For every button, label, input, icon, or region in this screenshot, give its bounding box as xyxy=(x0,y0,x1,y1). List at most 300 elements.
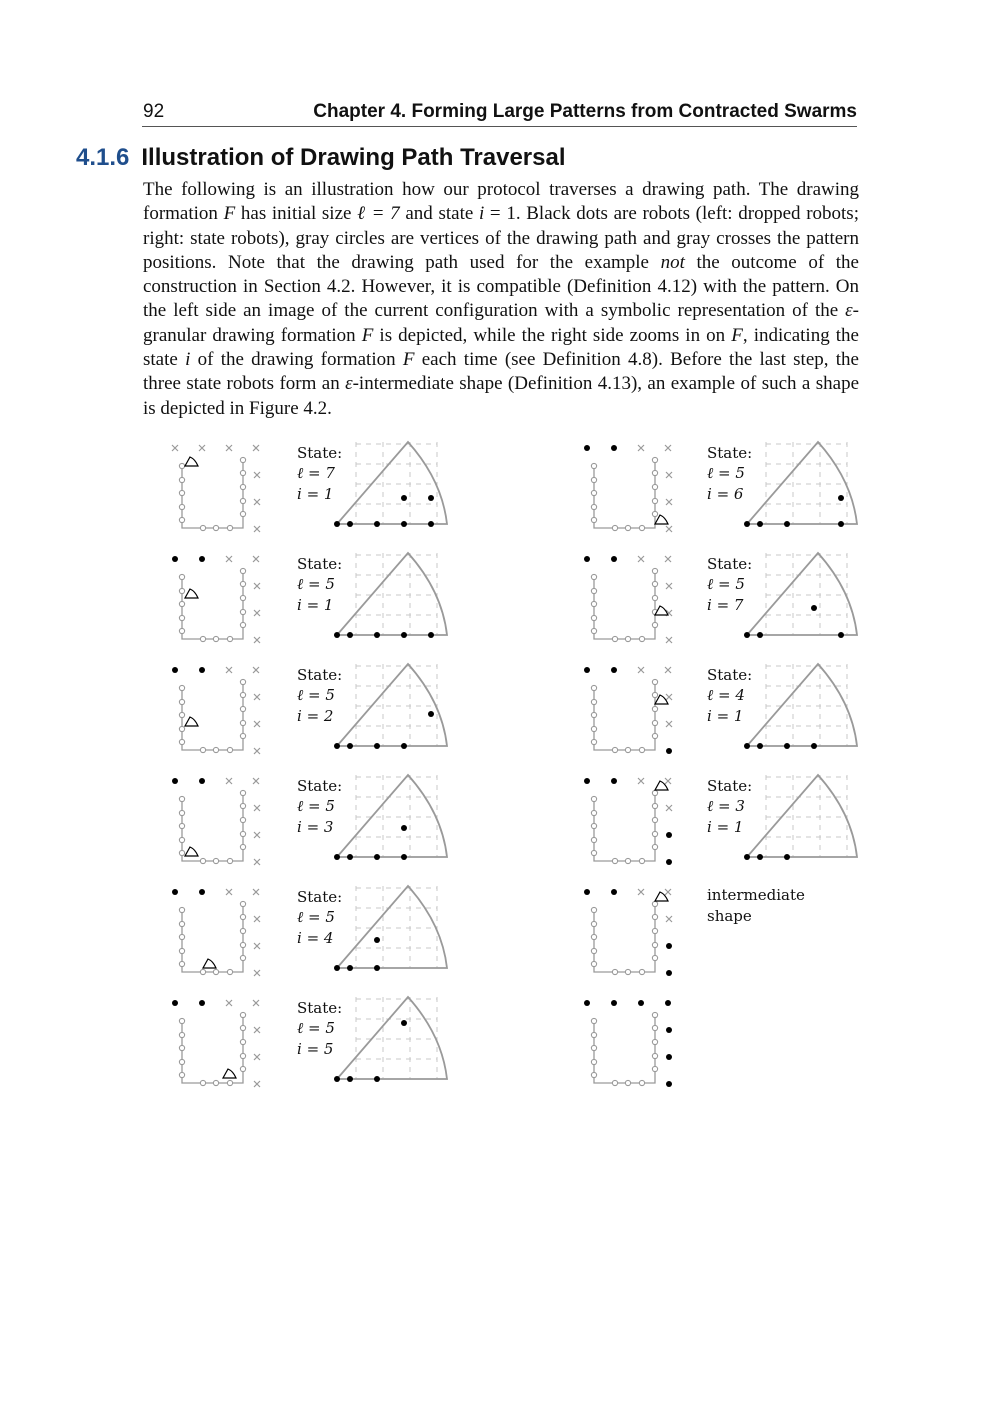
state-index-label: i = 1 xyxy=(297,596,334,614)
pattern-position-cross xyxy=(638,445,644,451)
zoomed-formation xyxy=(297,553,447,638)
pattern-position-cross xyxy=(666,583,672,589)
path-vertex-circle xyxy=(652,1053,657,1058)
path-vertex-circle xyxy=(240,1053,245,1058)
robot-dot xyxy=(334,854,340,860)
robot-dot xyxy=(199,778,205,784)
robot-dot xyxy=(744,632,750,638)
pattern-position-cross xyxy=(666,610,672,616)
path-vertex-circle xyxy=(179,796,184,801)
robot-dot xyxy=(334,965,340,971)
path-vertex-circle xyxy=(240,914,245,919)
path-vertex-circle xyxy=(213,636,218,641)
path-vertex-circle xyxy=(227,636,232,641)
path-vertex-circle xyxy=(591,823,596,828)
robot-dot xyxy=(334,521,340,527)
path-vertex-circle xyxy=(591,615,596,620)
path-vertex-circle xyxy=(240,622,245,627)
path-vertex-circle xyxy=(200,636,205,641)
math-F: F xyxy=(402,349,415,371)
formation-sector xyxy=(337,664,447,746)
math-F: F xyxy=(223,203,236,225)
state-index-label: i = 1 xyxy=(707,818,744,836)
path-vertex-circle xyxy=(179,726,184,731)
path-vertex-circle xyxy=(240,831,245,836)
state-index-label: i = 4 xyxy=(297,929,334,947)
path-vertex-circle xyxy=(652,733,657,738)
path-vertex-circle xyxy=(179,934,184,939)
robot-dot xyxy=(757,632,763,638)
drawing-formation-symbol xyxy=(655,606,668,615)
pattern-position-cross xyxy=(665,445,671,451)
formation-sector xyxy=(747,664,857,746)
path-vertex-circle xyxy=(625,969,630,974)
robot-dot xyxy=(611,1000,617,1006)
pattern-position-cross xyxy=(638,778,644,784)
drawing-path-line xyxy=(594,682,655,750)
pattern-position-cross xyxy=(665,778,671,784)
state-index-label: i = 6 xyxy=(707,485,744,503)
configuration-diagram xyxy=(584,778,672,865)
robot-dot xyxy=(666,1054,672,1060)
zoomed-formation xyxy=(297,664,447,749)
state-size-label: ℓ = 5 xyxy=(297,686,335,704)
intermediate-label: shape xyxy=(707,907,752,925)
state-size-label: ℓ = 5 xyxy=(297,575,335,593)
path-vertex-circle xyxy=(179,588,184,593)
robot-dot xyxy=(666,1027,672,1033)
pattern-position-cross xyxy=(254,832,260,838)
robot-dot xyxy=(784,743,790,749)
pattern-position-cross xyxy=(254,526,260,532)
robot-dot xyxy=(199,556,205,562)
robot-dot xyxy=(666,1081,672,1087)
path-vertex-circle xyxy=(240,692,245,697)
path-vertex-circle xyxy=(240,484,245,489)
drawing-formation-symbol xyxy=(655,695,668,704)
path-vertex-circle xyxy=(591,477,596,482)
path-vertex-circle xyxy=(591,961,596,966)
path-vertex-circle xyxy=(625,747,630,752)
path-vertex-circle xyxy=(240,1025,245,1030)
robot-dot xyxy=(666,859,672,865)
robot-dot xyxy=(428,632,434,638)
robot-dot xyxy=(665,1000,671,1006)
robot-dot xyxy=(744,743,750,749)
path-vertex-circle xyxy=(179,490,184,495)
path-vertex-circle xyxy=(652,498,657,503)
section-number: 4.1.6 xyxy=(76,144,130,171)
state-size-label: ℓ = 5 xyxy=(297,797,335,815)
path-vertex-circle xyxy=(213,1080,218,1085)
zoomed-formation xyxy=(297,442,447,527)
drawing-formation-symbol xyxy=(203,959,216,968)
path-vertex-circle xyxy=(179,823,184,828)
robot-dot xyxy=(784,521,790,527)
path-vertex-circle xyxy=(213,525,218,530)
pattern-position-cross xyxy=(665,667,671,673)
path-vertex-circle xyxy=(652,679,657,684)
formation-sector xyxy=(337,442,447,524)
formation-sector xyxy=(337,775,447,857)
robot-dot xyxy=(838,521,844,527)
pattern-position-cross xyxy=(226,889,232,895)
pattern-position-cross xyxy=(638,667,644,673)
robot-dot xyxy=(666,748,672,754)
math-size: ℓ = 7 xyxy=(357,203,400,225)
page-header xyxy=(142,100,857,127)
robot-dot xyxy=(334,1076,340,1082)
path-vertex-circle xyxy=(179,1018,184,1023)
robot-dot xyxy=(811,743,817,749)
zoomed-formation xyxy=(297,997,447,1082)
path-vertex-circle xyxy=(240,790,245,795)
configuration-diagram xyxy=(584,667,672,754)
state-label: State: xyxy=(297,444,343,462)
path-vertex-circle xyxy=(240,844,245,849)
path-vertex-circle xyxy=(240,928,245,933)
configuration-diagram xyxy=(172,556,260,643)
path-vertex-circle xyxy=(652,720,657,725)
path-vertex-circle xyxy=(240,1066,245,1071)
text-run: -intermediate shape (Definition 4.13), an example of such a shape is depicted in Figure 4.2. xyxy=(143,373,859,419)
robot-dot xyxy=(584,889,590,895)
pattern-position-cross xyxy=(253,1000,259,1006)
zoomed-formation xyxy=(297,886,447,971)
path-vertex-circle xyxy=(591,685,596,690)
robot-dot xyxy=(428,711,434,717)
pattern-position-cross xyxy=(666,916,672,922)
path-vertex-circle xyxy=(591,490,596,495)
state-label: State: xyxy=(297,999,343,1017)
pattern-position-cross xyxy=(254,748,260,754)
robot-dot xyxy=(584,1000,590,1006)
path-vertex-circle xyxy=(652,955,657,960)
zoomed-formation xyxy=(707,442,857,527)
pattern-position-cross xyxy=(254,1027,260,1033)
drawing-formation-symbol xyxy=(185,457,198,466)
path-vertex-circle xyxy=(639,858,644,863)
path-vertex-circle xyxy=(179,907,184,912)
robot-dot xyxy=(347,854,353,860)
path-vertex-circle xyxy=(240,679,245,684)
robot-dot xyxy=(347,965,353,971)
text-run: = 1. Black dots are robots (left: dropped robots; right: state robots), gray circles are vertices of the drawing path and gray crosses the pattern positions. Note that the drawing path used for the example xyxy=(143,203,859,273)
section-title: Illustration of Drawing Path Traversal xyxy=(141,144,566,171)
path-vertex-circle xyxy=(240,1039,245,1044)
state-index-label: i = 5 xyxy=(297,1040,334,1058)
path-vertex-circle xyxy=(240,595,245,600)
pattern-position-cross xyxy=(666,499,672,505)
path-vertex-circle xyxy=(612,525,617,530)
formation-sector xyxy=(337,886,447,968)
robot-dot xyxy=(611,445,617,451)
drawing-path-line xyxy=(594,571,655,639)
path-vertex-circle xyxy=(591,1018,596,1023)
path-vertex-circle xyxy=(652,914,657,919)
path-vertex-circle xyxy=(591,850,596,855)
robot-dot xyxy=(172,556,178,562)
path-vertex-circle xyxy=(200,1080,205,1085)
path-vertex-circle xyxy=(591,810,596,815)
path-vertex-circle xyxy=(213,969,218,974)
path-vertex-circle xyxy=(652,1039,657,1044)
path-vertex-circle xyxy=(591,921,596,926)
pattern-position-cross xyxy=(254,721,260,727)
robot-dot xyxy=(744,521,750,527)
pattern-position-cross xyxy=(254,859,260,865)
state-size-label: ℓ = 5 xyxy=(707,575,745,593)
math-epsilon: ε xyxy=(845,300,853,322)
robot-dot xyxy=(199,1000,205,1006)
pattern-position-cross xyxy=(254,694,260,700)
path-vertex-circle xyxy=(591,907,596,912)
path-vertex-circle xyxy=(240,817,245,822)
pattern-position-cross xyxy=(254,610,260,616)
pattern-position-cross xyxy=(254,805,260,811)
text-run: of the drawing formation xyxy=(190,349,403,371)
page-number: 92 xyxy=(143,101,165,122)
path-vertex-circle xyxy=(240,498,245,503)
drawing-path-line xyxy=(182,793,243,861)
robot-dot xyxy=(757,854,763,860)
state-index-label: i = 1 xyxy=(297,485,334,503)
path-vertex-circle xyxy=(652,484,657,489)
robot-dot xyxy=(784,854,790,860)
state-label: State: xyxy=(297,666,343,684)
drawing-formation-symbol xyxy=(655,515,668,524)
robot-dot xyxy=(757,743,763,749)
path-vertex-circle xyxy=(591,726,596,731)
drawing-path-line xyxy=(594,1015,655,1083)
path-vertex-circle xyxy=(227,747,232,752)
pattern-position-cross xyxy=(199,445,205,451)
path-vertex-circle xyxy=(591,796,596,801)
state-label: State: xyxy=(707,777,753,795)
pattern-position-cross xyxy=(666,721,672,727)
pattern-position-cross xyxy=(254,499,260,505)
path-vertex-circle xyxy=(639,747,644,752)
path-vertex-circle xyxy=(591,948,596,953)
robot-dot xyxy=(638,1000,644,1006)
path-vertex-circle xyxy=(227,858,232,863)
text-run: each time (see Definition 4.8). Before the last step, the three state robots form an xyxy=(143,349,859,395)
pattern-position-cross xyxy=(666,637,672,643)
path-vertex-circle xyxy=(612,858,617,863)
formation-sector xyxy=(747,775,857,857)
path-vertex-circle xyxy=(179,921,184,926)
path-vertex-circle xyxy=(179,1045,184,1050)
pattern-position-cross xyxy=(226,1000,232,1006)
path-vertex-circle xyxy=(179,615,184,620)
pattern-position-cross xyxy=(666,805,672,811)
drawing-formation-symbol xyxy=(185,717,198,726)
robot-dot xyxy=(401,743,407,749)
pattern-position-cross xyxy=(172,445,178,451)
text-run: -granular drawing formation xyxy=(143,300,859,346)
path-vertex-circle xyxy=(179,504,184,509)
running-title: Chapter 4. Forming Large Patterns from Contracted Swarms xyxy=(313,101,857,122)
path-vertex-circle xyxy=(652,844,657,849)
robot-dot xyxy=(347,521,353,527)
path-vertex-circle xyxy=(240,457,245,462)
robot-dot xyxy=(611,667,617,673)
drawing-formation-symbol xyxy=(655,781,668,790)
robot-dot xyxy=(334,632,340,638)
formation-sector xyxy=(747,442,857,524)
path-vertex-circle xyxy=(179,1072,184,1077)
configuration-diagram xyxy=(172,1000,260,1087)
path-vertex-circle xyxy=(591,1032,596,1037)
configuration-diagram xyxy=(584,1000,672,1087)
math-F: F xyxy=(731,324,743,346)
path-vertex-circle xyxy=(200,525,205,530)
robot-dot xyxy=(744,854,750,860)
pattern-position-cross xyxy=(666,694,672,700)
robot-dot xyxy=(666,832,672,838)
path-vertex-circle xyxy=(240,733,245,738)
drawing-path-line xyxy=(182,460,243,528)
path-vertex-circle xyxy=(179,628,184,633)
path-vertex-circle xyxy=(591,699,596,704)
pattern-position-cross xyxy=(253,556,259,562)
drawing-path-line xyxy=(594,460,655,528)
zoomed-formation xyxy=(297,775,447,860)
configuration-diagram xyxy=(584,445,672,532)
path-vertex-circle xyxy=(200,969,205,974)
path-vertex-circle xyxy=(200,747,205,752)
path-vertex-circle xyxy=(240,1012,245,1017)
path-vertex-circle xyxy=(652,622,657,627)
robot-dot xyxy=(401,825,407,831)
robot-dot xyxy=(374,1076,380,1082)
drawing-formation-symbol xyxy=(185,847,198,856)
state-index-label: i = 3 xyxy=(297,818,334,836)
zoomed-formation xyxy=(707,553,857,638)
path-vertex-circle xyxy=(591,1045,596,1050)
path-vertex-circle xyxy=(591,504,596,509)
drawing-formation-symbol xyxy=(655,892,668,901)
configuration-diagram xyxy=(172,667,260,754)
drawing-path-line xyxy=(594,904,655,972)
section-heading xyxy=(76,144,566,172)
intermediate-label: intermediate xyxy=(707,886,805,904)
robot-dot xyxy=(172,1000,178,1006)
path-vertex-circle xyxy=(227,525,232,530)
path-vertex-circle xyxy=(179,477,184,482)
pattern-position-cross xyxy=(665,556,671,562)
pattern-position-cross xyxy=(254,916,260,922)
path-vertex-circle xyxy=(652,609,657,614)
robot-dot xyxy=(374,632,380,638)
path-vertex-circle xyxy=(179,961,184,966)
robot-dot xyxy=(838,495,844,501)
drawing-path-line xyxy=(594,793,655,861)
robot-dot xyxy=(584,445,590,451)
pattern-position-cross xyxy=(666,526,672,532)
path-vertex-circle xyxy=(625,525,630,530)
path-vertex-circle xyxy=(612,969,617,974)
state-size-label: ℓ = 5 xyxy=(707,464,745,482)
path-vertex-circle xyxy=(652,928,657,933)
state-size-label: ℓ = 4 xyxy=(707,686,745,704)
path-vertex-circle xyxy=(179,850,184,855)
pattern-position-cross xyxy=(226,445,232,451)
pattern-position-cross xyxy=(638,556,644,562)
path-vertex-circle xyxy=(591,712,596,717)
pattern-position-cross xyxy=(666,472,672,478)
state-index-label: i = 1 xyxy=(707,707,744,725)
robot-dot xyxy=(666,970,672,976)
robot-dot xyxy=(838,632,844,638)
state-label: State: xyxy=(707,555,753,573)
robot-dot xyxy=(347,1076,353,1082)
pattern-position-cross xyxy=(254,637,260,643)
path-vertex-circle xyxy=(179,739,184,744)
path-vertex-circle xyxy=(652,790,657,795)
robot-dot xyxy=(611,778,617,784)
path-vertex-circle xyxy=(591,517,596,522)
path-vertex-circle xyxy=(652,831,657,836)
path-vertex-circle xyxy=(240,955,245,960)
pattern-position-cross xyxy=(226,556,232,562)
text-run: the outcome of the construction in Section 4.2. However, it is compatible (Definition 4.12) with the pattern. On the left side an image of the current configuration with a symbolic representation of the xyxy=(143,251,859,322)
robot-dot xyxy=(199,667,205,673)
path-vertex-circle xyxy=(179,463,184,468)
pattern-position-cross xyxy=(253,445,259,451)
text-run: , indicating the state xyxy=(143,324,859,371)
robot-dot xyxy=(428,495,434,501)
configuration-diagram xyxy=(584,556,672,643)
path-vertex-circle xyxy=(240,706,245,711)
path-vertex-circle xyxy=(652,511,657,516)
pattern-position-cross xyxy=(254,943,260,949)
path-vertex-circle xyxy=(179,517,184,522)
path-vertex-circle xyxy=(639,636,644,641)
state-label: State: xyxy=(707,444,753,462)
math-i: i xyxy=(478,203,485,225)
robot-dot xyxy=(172,667,178,673)
path-vertex-circle xyxy=(240,609,245,614)
robot-dot xyxy=(611,889,617,895)
path-vertex-circle xyxy=(227,969,232,974)
state-label: State: xyxy=(297,777,343,795)
drawing-path-line xyxy=(182,571,243,639)
path-vertex-circle xyxy=(612,747,617,752)
path-vertex-circle xyxy=(591,628,596,633)
robot-dot xyxy=(811,605,817,611)
path-vertex-circle xyxy=(179,685,184,690)
path-vertex-circle xyxy=(591,601,596,606)
path-vertex-circle xyxy=(240,942,245,947)
path-vertex-circle xyxy=(240,901,245,906)
path-vertex-circle xyxy=(591,1072,596,1077)
math-i: i xyxy=(185,349,191,371)
robot-dot xyxy=(584,778,590,784)
path-vertex-circle xyxy=(213,858,218,863)
path-vertex-circle xyxy=(612,636,617,641)
robot-dot xyxy=(584,667,590,673)
path-vertex-circle xyxy=(240,803,245,808)
drawing-path-line xyxy=(182,904,243,972)
robot-dot xyxy=(347,743,353,749)
path-vertex-circle xyxy=(612,1080,617,1085)
drawing-path-line xyxy=(182,1015,243,1083)
formation-sector xyxy=(337,553,447,635)
emphasis-not: not xyxy=(660,251,685,273)
text-run: and state xyxy=(399,203,479,225)
state-size-label: ℓ = 7 xyxy=(297,464,335,482)
